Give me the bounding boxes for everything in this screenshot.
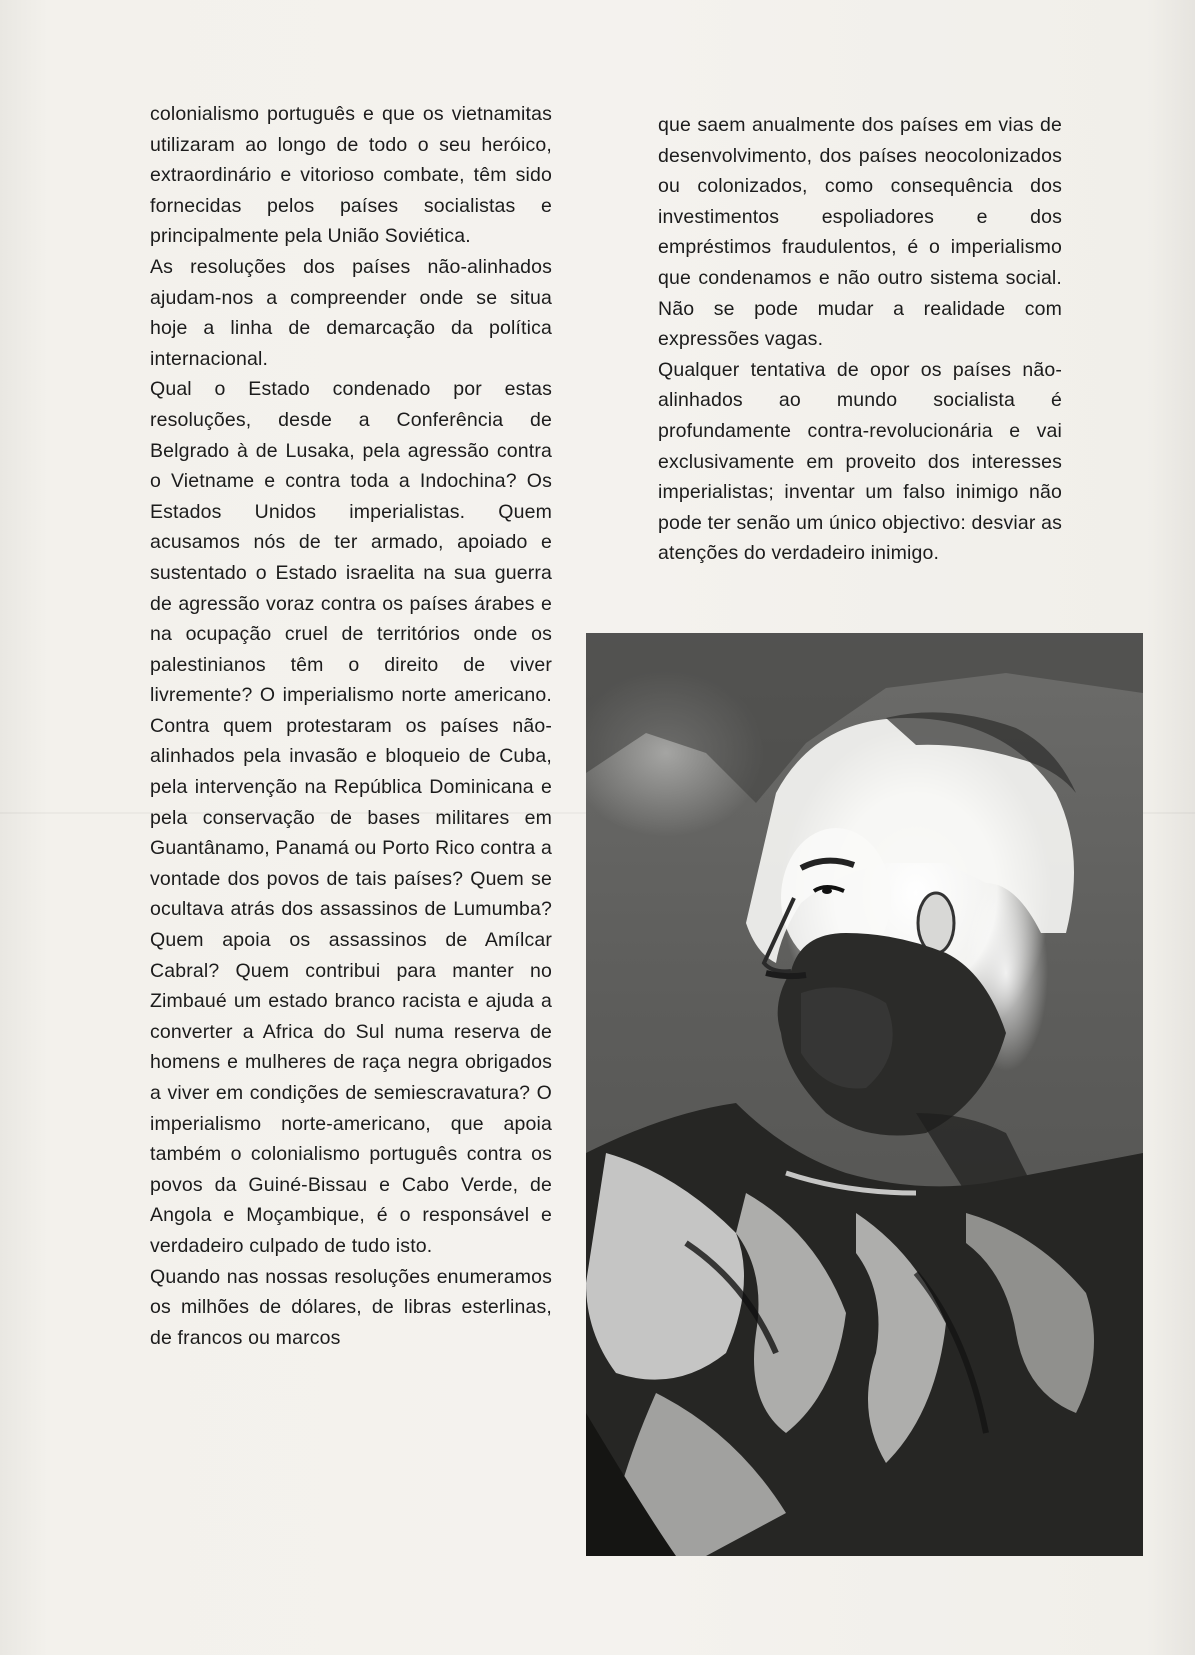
paragraph: As resoluções dos países não-alinhados ajudam-nos a compreender onde se situa hoje a linha de demarcação da política internacional. <box>150 255 552 370</box>
portrait-illustration <box>586 633 1143 1556</box>
paragraph: que saem anualmente dos países em vias de desenvolvimento, dos países neocolonizados ou colonizados, como consequência dos investimentos espoliadores e dos empréstimos fraudulentos, é o imperialismo que condenamos e não outro sistema social. Não se pode mudar a realidade com expressões vagas. <box>658 114 1062 351</box>
portrait-photo <box>586 633 1143 1556</box>
right-text-column <box>658 110 1062 569</box>
paragraph: Qual o Estado condenado por estas resoluções, desde a Conferência de Belgrado à de Lusaka, pela agressão contra o Vietname e contra toda a Indochina? Os Estados Unidos imperialistas. Quem acusamos nós de ter armado, apoiado e sustentado o Estado israelita na sua guerra de agressão voraz contra os países árabes e na ocupação cruel de territórios onde os palestinianos têm o direito de viver livremente? O imperialismo norte americano. Contra quem protestaram os países não-alinhados pela invasão e bloqueio de Cuba, pela intervenção na República Dominicana e pela conservação de bases militares em Guantânamo, Panamá ou Porto Rico contra a vontade dos povos de tais países? Quem se ocultava atrás dos assassinos de Lumumba? Quem apoia os assassinos de Amílcar Cabral? Quem contribui para manter no Zimbaué um estado branco racista e ajuda a converter a Africa do Sul numa reserva de homens e mulheres de raça negra obrigados a viver em condições de semiescravatura? O imperialismo norte-americano, que apoia também o colonialismo português contra os povos da Guiné-Bissau e Cabo Verde, de Angola e Moçambique, é o responsável e verdadeiro culpado de tudo isto. <box>150 378 552 1257</box>
paragraph: colonialismo português e que os vietnamitas utilizaram ao longo de todo o seu heróico, extraordinário e vitorioso combate, têm sido fornecidas pelos países socialistas e principalmente pela União Soviética. <box>150 103 552 248</box>
paragraph: Quando nas nossas resoluções enumeramos os milhões de dólares, de libras esterlinas, de francos ou marcos <box>150 1265 552 1349</box>
left-text-column <box>150 99 552 1353</box>
paragraph: Qualquer tentativa de opor os países não-alinhados ao mundo socialista é profundamente contra-revolucionária e vai exclusivamente em proveito dos interesses imperialistas; inventar um falso inimigo não pode ter senão um único objectivo: desviar as atenções do verdadeiro inimigo. <box>658 358 1062 565</box>
